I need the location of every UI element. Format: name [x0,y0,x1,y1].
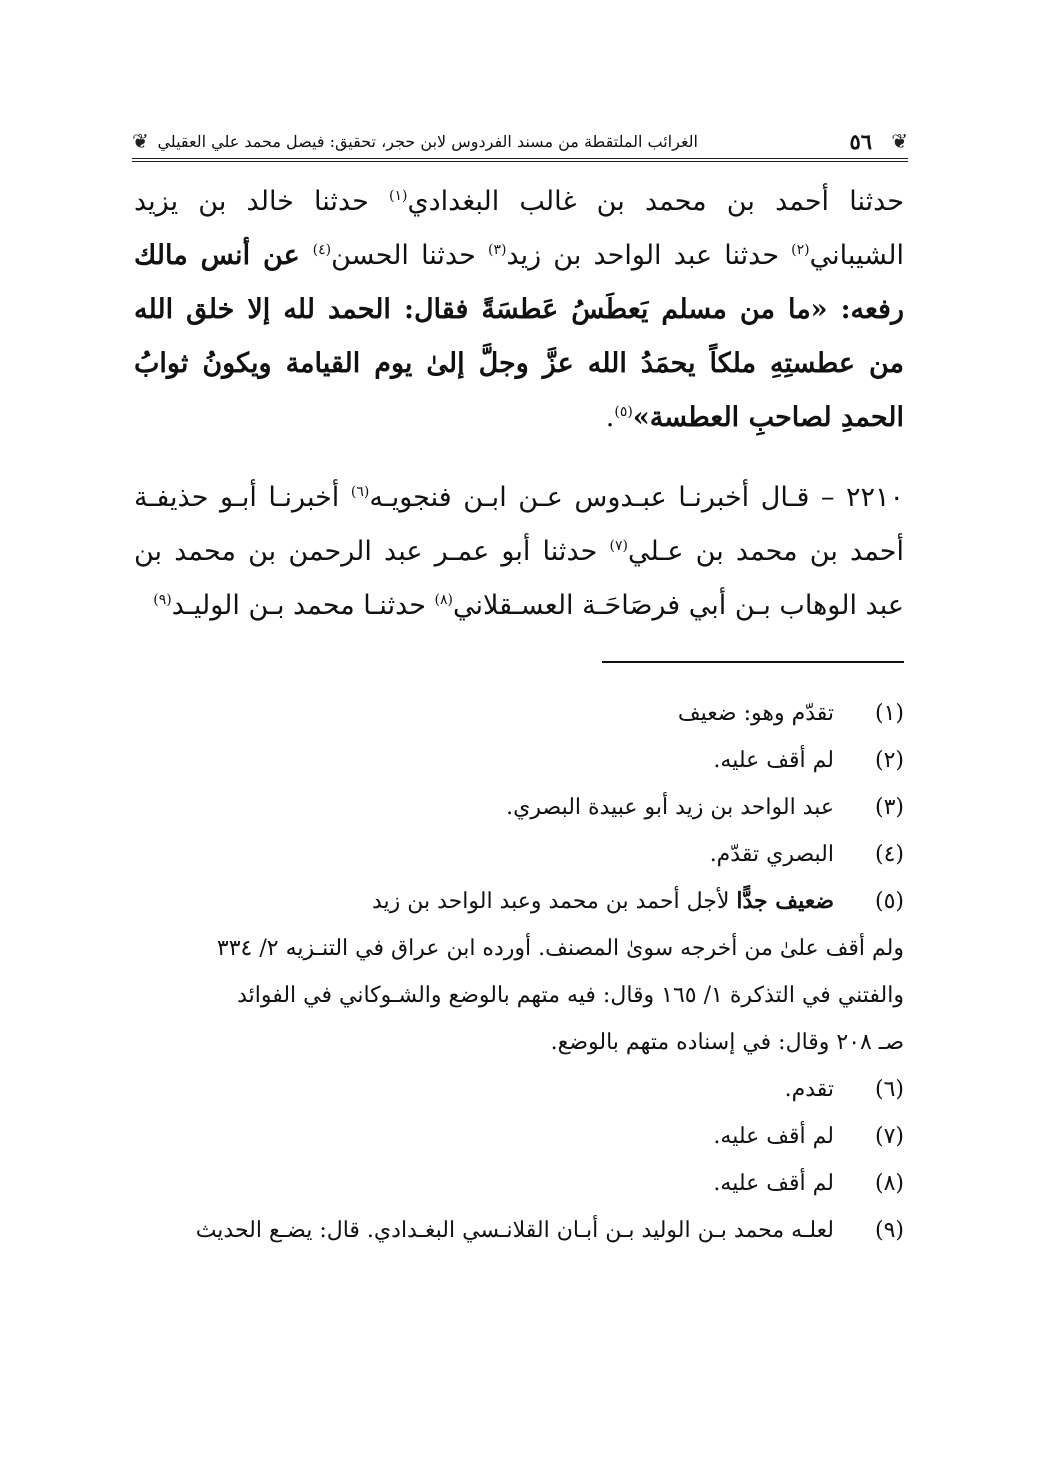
ornament-left-icon: ❦ [132,129,149,153]
footnotes [134,690,904,1254]
footnote-text: تقدّم وهو: ضعيف [677,701,834,726]
footnote-5 [134,878,904,925]
footnote-ref[interactable]: (٤) [312,242,332,258]
footnote-text: لأجل أحمد بن محمد وعبد الواحد بن زيد [371,889,737,914]
footnote-4 [134,831,904,878]
text-span: حدثنا أحمد بن محمد بن غالب البغدادي [407,186,904,217]
footnote-ref[interactable]: (٥) [614,404,633,420]
footnote-number: (٤) [874,842,904,867]
footnote-number: (٩) [874,1218,904,1243]
footnote-text: لم أقف عليه. [713,748,834,773]
text-span: حدثنا أبو عمـر عبد الرحمن بن محمد بن عبد الوهاب بـن أبي فرصَاحَـة العسـقلاني [134,536,904,621]
footnote-ref[interactable]: (٨) [434,592,454,608]
footnote-number: (٨) [874,1171,904,1196]
hadith-matn: عن أنس مالك رفعه: «ما من مسلم يَعطَسُ عَطسَةً فقال: الحمد لله إلا خلق الله من عطستِهِ ملكاً يحمَدُ الله عزَّ وجلَّ إلىٰ يوم القيامة ويكونُ ثوابُ الحمدِ لصاحبِ العطسة» [134,240,904,433]
footnote-6 [134,1066,904,1113]
footnote-number: (١) [874,701,904,726]
footnote-3 [134,784,904,831]
footnote-number: (٦) [874,1077,904,1102]
text-span: . [605,402,615,433]
footnote-1 [134,690,904,737]
header-rule [132,158,908,162]
text-span: ٢٢١٠ – قـال أخبرنـا عبـدوس عـن ابـن فنجويـه [369,482,904,513]
footnote-text: لم أقف عليه. [713,1171,834,1196]
text-span: حدثنا الحسن [331,240,488,271]
paragraph-hadith-continuation [134,175,904,445]
footnote-9 [134,1207,904,1254]
footnote-2 [134,737,904,784]
footnote-number: (٥) [874,889,904,914]
footnote-5-continuation-line: ولم أقف علىٰ من أخرجه سوىٰ المصنف. أورده ابن عراق في التنـزيه ٢/ ٣٣٤ [216,936,904,961]
footnote-number: (٢) [874,748,904,773]
main-text [134,175,904,633]
footnote-text: عبد الواحد بن زيد أبو عبيدة البصري. [506,795,834,820]
footnote-7 [134,1113,904,1160]
text-span: أخبرنـا أبـو حذيفـة أحمد بن محمد بن عـلي [134,482,905,567]
footnote-separator [602,661,904,663]
footnote-number: (٧) [874,1124,904,1149]
footnote-ref[interactable]: (٢) [791,242,810,258]
footnote-ref[interactable]: (١) [389,188,408,204]
footnote-text: تقدم. [784,1077,834,1102]
footnote-5-continuation-line: والفتني في التذكرة ١/ ١٦٥ وقال: فيه متهم بالوضع والشـوكاني في الفوائد [237,983,904,1008]
page-number: ٥٦ [849,129,872,154]
running-title: الغرائب الملتقطة من مسند الفردوس لابن حجر، تحقيق: فيصل محمد علي العقيلي [157,132,698,151]
footnote-ref[interactable]: (٦) [350,484,370,500]
footnote-ref[interactable]: (٧) [609,538,628,554]
footnote-text-bold: ضعيف جدًّا [736,888,834,914]
footnote-ref[interactable]: (٣) [487,242,507,258]
footnote-number: (٣) [874,795,904,820]
footnote-text: البصري تقدّم. [709,842,834,867]
text-span: حدثنـا محمد بـن الوليـد [171,590,435,621]
running-header [132,128,908,162]
footnote-8 [134,1160,904,1207]
text-span: حدثنا خالد بن يزيد الشيباني [134,186,904,271]
paragraph-hadith-2210 [134,471,904,633]
footnote-text: لم أقف عليه. [713,1124,834,1149]
footnote-text: لعلـه محمد بـن الوليد بـن أبـان القلانـسي البغـدادي. قال: يضـع الحديث [195,1218,834,1243]
ornament-right-icon: ❦ [891,129,908,153]
footnote-5-continuation-line: صـ ٢٠٨ وقال: في إسناده متهم بالوضع. [550,1030,904,1055]
text-span: حدثنا عبد الواحد بن زيد [506,240,792,271]
footnote-ref[interactable]: (٩) [153,592,172,608]
